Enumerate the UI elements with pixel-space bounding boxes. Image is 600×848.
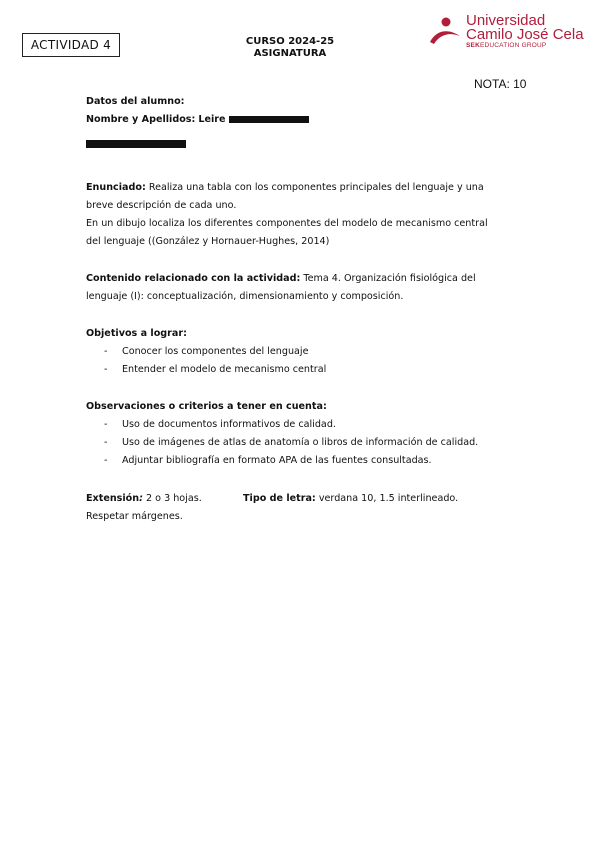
list-item: - Conocer los componentes del lenguaje <box>104 346 309 357</box>
contenido-line-1 <box>86 270 476 288</box>
activity-label-box: ACTIVIDAD 4 <box>22 33 120 57</box>
logo-line-universidad: Universidad <box>466 12 546 29</box>
observacion-text: Uso de imágenes de atlas de anatomía o libros de información de calidad. <box>122 437 479 448</box>
objetivos-label: Objetivos a lograr: <box>86 328 187 339</box>
logo-line-group <box>466 42 546 49</box>
student-data-label: Datos del alumno: <box>86 96 185 107</box>
objetivo-text: Entender el modelo de mecanismo central <box>122 364 327 375</box>
objetivo-text: Conocer los componentes del lenguaje <box>122 346 309 357</box>
contenido-label: Contenido relacionado con la actividad: <box>86 273 301 284</box>
font-type-label: Tipo de letra: <box>243 493 316 504</box>
logo-group-text: EDUCATION GROUP <box>479 42 547 49</box>
redaction-bar <box>86 140 186 148</box>
enunciado-line-3: En un dibujo localiza los diferentes componentes del modelo de mecanismo central <box>86 218 488 229</box>
observacion-text: Uso de documentos informativos de calidad. <box>122 419 336 430</box>
name-value: Leire <box>198 114 226 125</box>
extension-line <box>86 490 202 508</box>
enunciado-line-2: breve descripción de cada uno. <box>86 200 237 211</box>
extension-value: 2 o 3 hojas. <box>146 493 202 504</box>
redaction-bar <box>229 116 309 123</box>
enunciado-text-1: Realiza una tabla con los componentes principales del lenguaje y una <box>148 182 484 193</box>
enunciado-label: Enunciado: <box>86 182 146 193</box>
extension-colon: : <box>139 493 143 504</box>
enunciado-line-4: del lenguaje ((González y Hornauer-Hughes, 2014) <box>86 236 330 247</box>
grade-note: NOTA: 10 <box>474 77 527 91</box>
subject-label: ASIGNATURA <box>253 48 327 59</box>
logo-sek: SEK <box>466 42 480 49</box>
font-type-value: verdana 10, 1.5 interlineado. <box>318 493 459 504</box>
list-item: - Entender el modelo de mecanismo central <box>104 364 327 375</box>
font-type-line <box>243 490 458 508</box>
list-item: - Uso de documentos informativos de calidad. <box>104 419 336 430</box>
logo-emblem-icon <box>428 16 462 46</box>
course-header <box>210 36 370 60</box>
contenido-line-2: lenguaje (I): conceptualización, dimensionamiento y composición. <box>86 291 404 302</box>
extension-label: Extensión <box>86 493 140 504</box>
student-name-line <box>86 111 309 129</box>
university-logo <box>428 12 598 52</box>
name-label: Nombre y Apellidos: <box>86 114 196 125</box>
observaciones-label: Observaciones o criterios a tener en cuenta: <box>86 401 327 412</box>
logo-line-name: Camilo José Cela <box>466 26 584 43</box>
margins-note: Respetar márgenes. <box>86 511 183 522</box>
list-item: - Uso de imágenes de atlas de anatomía o libros de información de calidad. <box>104 437 479 448</box>
course-year: CURSO 2024-25 <box>245 36 335 47</box>
enunciado-line-1 <box>86 179 484 197</box>
list-item: - Adjuntar bibliografía en formato APA de las fuentes consultadas. <box>104 455 432 466</box>
observacion-text: Adjuntar bibliografía en formato APA de las fuentes consultadas. <box>122 455 432 466</box>
contenido-text-1: Tema 4. Organización fisiológica del <box>303 273 476 284</box>
